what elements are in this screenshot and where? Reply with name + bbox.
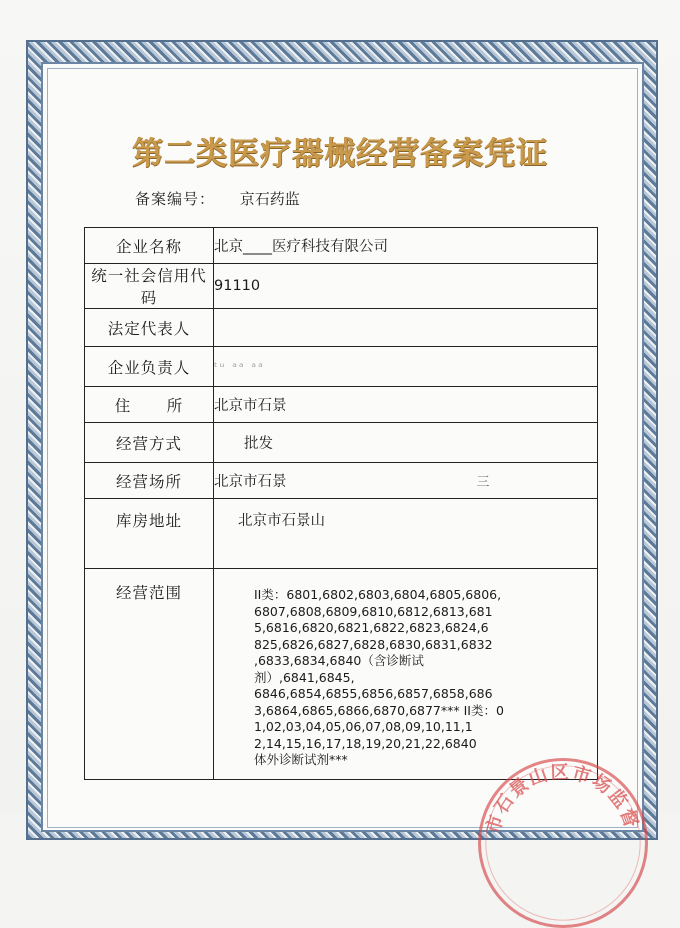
table-row	[85, 309, 598, 347]
seal-text: 市石景山区市场监督	[482, 762, 643, 837]
table-row	[85, 228, 598, 264]
table-row	[85, 463, 598, 499]
business-premises-label: 经营场所	[85, 463, 214, 499]
business-premises-value	[214, 463, 598, 499]
legal-rep-label: 法定代表人	[85, 309, 214, 347]
table-row	[85, 264, 598, 309]
official-seal	[478, 758, 648, 928]
principal-text: ᵗᵘ ᵃᵃ ᵃᵃ	[214, 359, 265, 374]
scope-label: 经营范围	[85, 569, 214, 780]
residence-label: 住 所	[85, 387, 214, 423]
company-name-value: 北京____医疗科技有限公司	[214, 228, 598, 264]
table-row	[85, 499, 598, 569]
table-row	[85, 423, 598, 463]
company-name-label: 企业名称	[85, 228, 214, 264]
filing-number-label: 备案编号：	[135, 190, 216, 208]
scope-text: II类：6801,6802,6803,6804,6805,6806, 6807,6808,6809,6810,6812,6813,681 5,6816,6820,6821,6822,6823,6824,6 825,6826,6827,6828,6830,6831,6832 ,6833,6834,6840（含诊断试剂）,6841,6845, 6846,6854,6855,6856,6857,6858,686 3,6864,6865,6866,6870,6877*** II类：0 1,02,03,04,05,06,07,08,09,10,11,1 2,14,15,16,17,18,19,20,21,22,6840 体外诊断试剂***	[254, 587, 504, 767]
principal-label: 企业负责人	[85, 347, 214, 387]
certificate-title: 第二类医疗器械经营备案凭证	[132, 136, 548, 172]
scope-value	[214, 569, 598, 780]
principal-value	[214, 347, 598, 387]
table-row	[85, 347, 598, 387]
filing-number	[135, 188, 300, 209]
business-premises-trailing: 三	[476, 475, 490, 490]
credit-code-label: 统一社会信用代码	[85, 264, 214, 309]
table-row	[85, 569, 598, 780]
residence-value: 北京市石景	[214, 387, 598, 423]
operation-mode-value: 批发	[214, 423, 598, 463]
svg-text:市石景山区市场监督	[482, 762, 643, 836]
credit-code-value: 91110	[214, 264, 598, 309]
legal-rep-value	[214, 309, 598, 347]
info-table	[84, 227, 598, 780]
seal-graphic	[481, 761, 645, 925]
warehouse-value: 北京市石景山	[214, 499, 598, 569]
operation-mode-label: 经营方式	[85, 423, 214, 463]
table-row	[85, 387, 598, 423]
filing-number-value: 京石药监	[239, 190, 300, 208]
warehouse-label: 库房地址	[85, 499, 214, 569]
business-premises-text: 北京市石景	[214, 474, 287, 490]
